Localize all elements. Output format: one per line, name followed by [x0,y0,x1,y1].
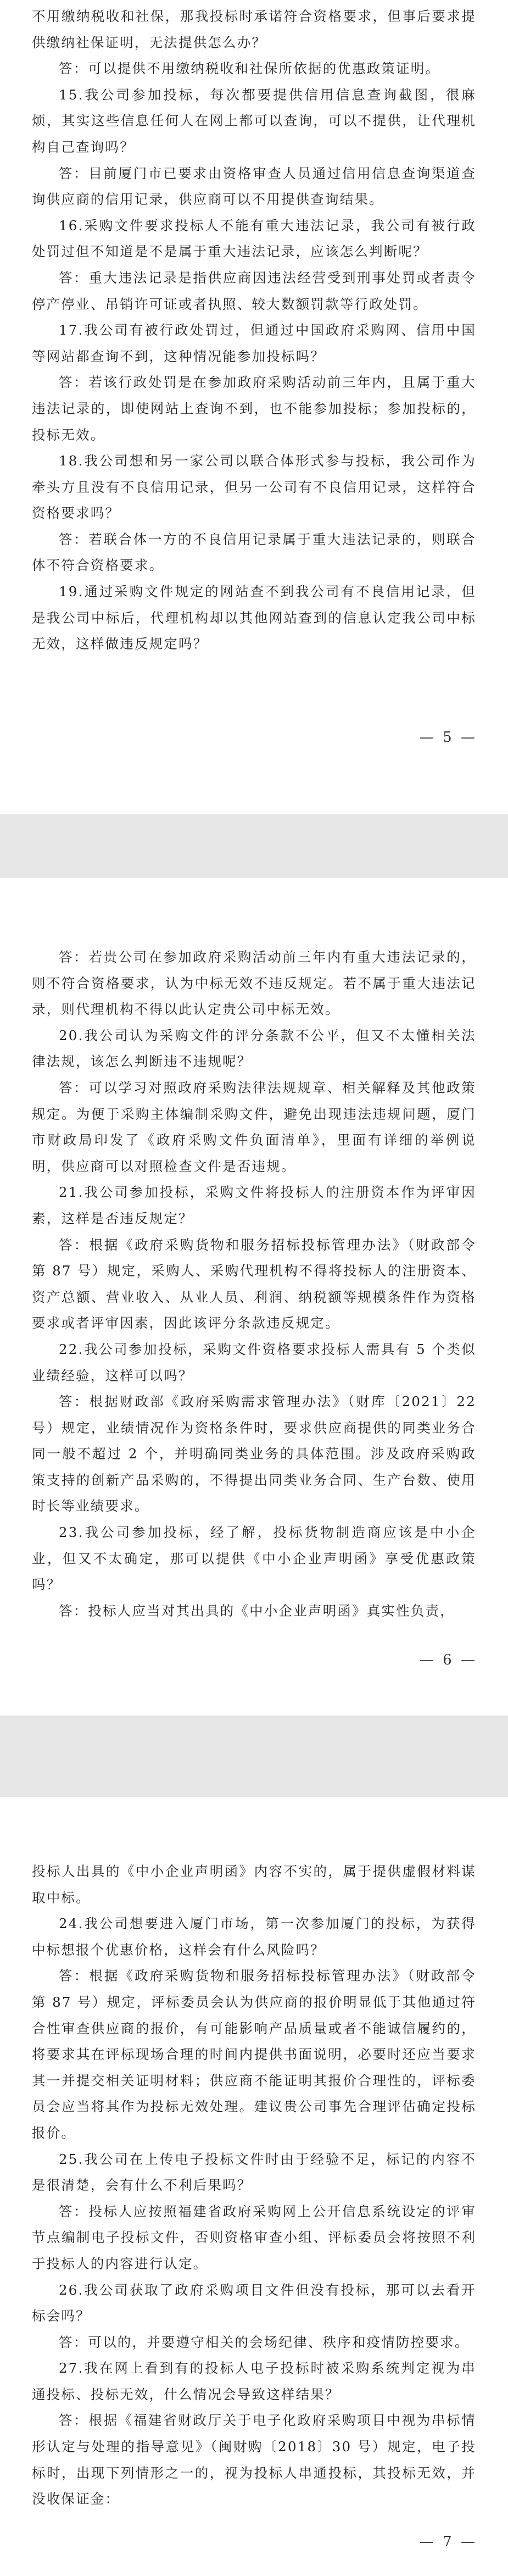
paragraph: 19.通过采购文件规定的网站查不到我公司有不良信用记录，但是我公司中标后，代理机构却以其他网站查到的信息认定我公司中标无效，这样做违反规定吗？ [32,584,476,652]
paragraph: 答：根据财政部《政府采购需求管理办法》（财库〔2021〕22 号）规定，业绩情况作为资格条件时，要求供应商提供的同类业务合同一般不超过 2 个，并明确同类业务的具体范围。涉及政府采购政策支持的创新产品采购的，不得提出同类业务合同、生产台数、使用时长等业绩要求。 [32,1394,476,1514]
paragraph: 答：根据《福建省财政厅关于电子化政府采购项目中视为串标情形认定与处理的指导意见》（闽财购〔2018〕30 号）规定，电子投标时，出现下列情形之一的，视为投标人串通投标，其投标无效，并没收保证金： [32,2412,476,2507]
paragraph: 25.我公司在上传电子投标文件时由于经验不足，标记的内容不是很清楚，会有什么不利后果吗？ [32,2151,476,2194]
paragraph: 答：投标人应按照福建省政府采购网上公开信息系统设定的评审节点编制电子投标文件，否则资格审查小组、评标委员会将按照不利于投标人的内容进行认定。 [32,2203,476,2272]
paragraph: 投标人出具的《中小企业声明函》内容不实的，属于提供虚假材料谋取中标。 [32,1863,476,1906]
paragraph: 答：若贵公司在参加政府采购活动前三年内有重大违法记录的，则不符合资格要求，认为中标无效不违反规定。若不属于重大违法记录，则代理机构不得以此认定贵公司中标无效。 [32,949,476,1018]
paragraph: 答：可以的，并要遵守相关的会场纪律、秩序和疫情防控要求。 [59,2334,470,2350]
paragraph: 答：重大违法记录是指供应商因违法经营受到刑事处罚或者责令停产停业、吊销许可证或者执照、较大数额罚款等行政处罚。 [32,269,476,312]
page-separator [0,814,508,878]
paragraph: 23.我公司参加投标，经了解，投标货物制造商应该是中小企业，但又不太确定，那可以提供《中小企业声明函》享受优惠政策吗？ [32,1524,476,1593]
paragraph: 答：若该行政处罚是在参加政府采购活动前三年内，且属于重大违法记录的，即使网站上查询不到，也不能参加投标；参加投标的，投标无效。 [32,374,476,443]
paragraph: 26.我公司获取了政府采购项目文件但没有投标，那可以去看开标会吗？ [32,2281,476,2324]
document-page-6 [0,878,508,1716]
page-number: — 7 — [419,2534,477,2550]
paragraph: 答：根据《政府采购货物和服务招标投标管理办法》（财政部令第 87 号）规定，采购人、采购代理机构不得将投标人的注册资本、资产总额、营业收入、从业人员、利润、纳税额等规模条件作为资格要求或者评审因素，因此该评分条款违反规定。 [32,1236,476,1331]
paragraph: 答：若联合体一方的不良信用记录属于重大违法记录的，则联合体不符合资格要求。 [32,531,476,574]
paragraph: 17.我公司有被行政处罚过，但通过中国政府采购网、信用中国等网站都查询不到，这种情况能参加投标吗？ [32,322,476,364]
paragraph: 答：可以提供不用缴纳税收和社保所依据的优惠政策证明。 [59,60,440,77]
page-number: — 6 — [419,1652,477,1668]
paragraph: 22.我公司参加投标，采购文件资格要求投标人需具有 5 个类似业绩经验，这样可以吗？ [32,1341,476,1384]
paragraph: 答：根据《政府采购货物和服务招标投标管理办法》（财政部令第 87 号）规定，评标委员会认为供应商的报价明显低于其他通过符合性审查供应商的报价，有可能影响产品质量或者不能诚信履约的，将要求其在评标现场合理的时间内提供书面说明，必要时还应当要求其一并提交相关证明材料；供应商不能证明其报价合理性的，评标委员会应当将其作为投标无效处理。建议贵公司事先合理评估确定投标报价。 [32,1968,476,2141]
paragraph: 21.我公司参加投标，采购文件将投标人的注册资本作为评审因素，这样是否违反规定？ [32,1184,476,1226]
page-number: — 5 — [419,729,477,746]
page-separator [0,1716,508,1797]
paragraph: 答：可以学习对照政府采购法律法规规章、相关解释及其他政策规定。为便于采购主体编制采购文件，避免出现违法违规问题，厦门市财政局印发了《政府采购文件负面清单》，里面有详细的举例说明，供应商可以对照检查文件是否违规。 [32,1079,476,1174]
paragraph: 16.采购文件要求投标人不能有重大违法记录，我公司有被行政处罚过但不知道是不是属于重大违法记录，应该怎么判断呢？ [32,217,476,260]
paragraph: 24.我公司想要进入厦门市场，第一次参加厦门的投标，为获得中标想报个优惠价格，这样会有什么风险吗？ [32,1916,476,1958]
paragraph: 不用缴纳税收和社保，那我投标时承诺符合资格要求，但事后要求提供缴纳社保证明，无法提供怎么办？ [32,8,476,51]
paragraph: 20.我公司认为采购文件的评分条款不公平，但又不太懂相关法律法规，该怎么判断违不违规呢？ [32,1027,476,1070]
document-page-5 [0,0,508,814]
paragraph: 27.我在网上看到有的投标人电子投标时被采购系统判定视为串通投标、投标无效，什么情况会导致这样结果？ [32,2360,476,2402]
paragraph: 答：目前厦门市已要求由资格审查人员通过信用信息查询渠道查询供应商的信用记录，供应商可以不用提供查询结果。 [32,165,476,208]
paragraph: 答：投标人应当对其出具的《中小企业声明函》真实性负责， [59,1602,455,1619]
paragraph: 18.我公司想和另一家公司以联合体形式参与投标，我公司作为牵头方且没有不良信用记录，但另一公司有不良信用记录，这样符合资格要求吗？ [32,453,476,521]
paragraph: 15.我公司参加投标，每次都要提供信用信息查询截图，很麻烦，其实这些信息任何人在网上都可以查询，可以不提供，让代理机构自己查询吗？ [32,86,476,155]
document-page-7 [0,1797,508,2576]
